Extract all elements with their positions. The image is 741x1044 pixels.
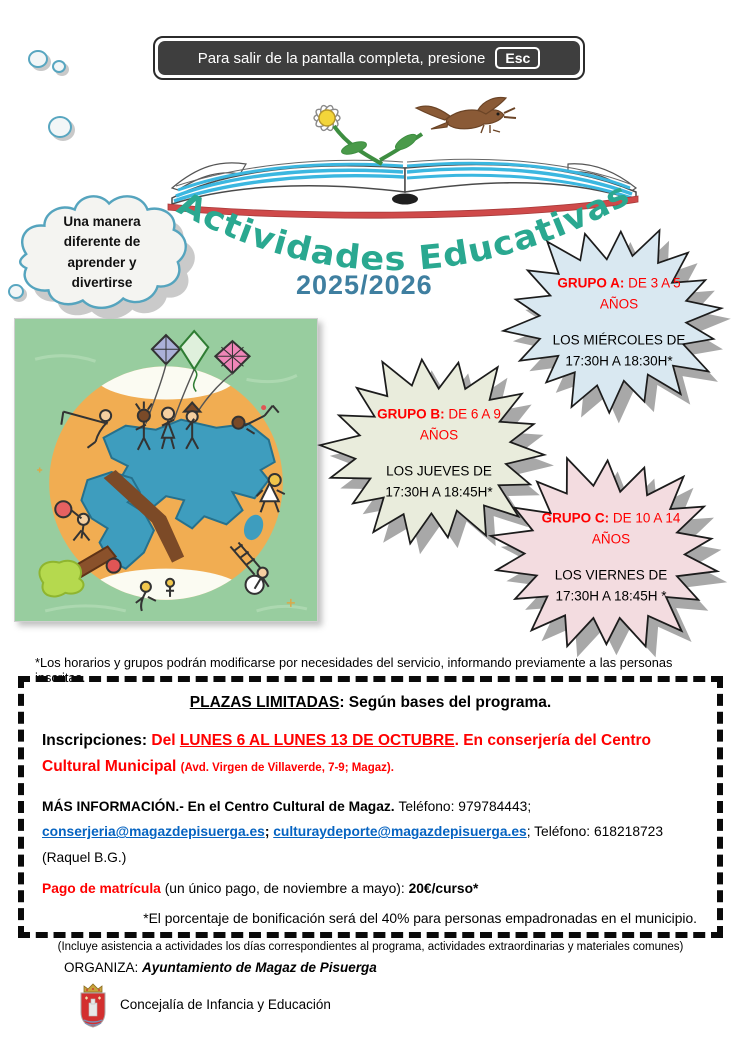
group-b-days: LOS JUEVES DE	[386, 463, 492, 479]
bird-icon	[416, 98, 516, 134]
pago-value: 20€/curso*	[408, 881, 479, 897]
slogan-cloud	[6, 183, 198, 325]
slogan-text: Una manera diferente de aprender y divertirse	[63, 213, 141, 290]
bubble-decoration	[28, 50, 48, 68]
masinfo-tel1: Teléfono: 979784443;	[398, 798, 532, 814]
pago-line	[42, 881, 699, 896]
globe-drawing-icon	[15, 319, 317, 621]
esc-key-icon: Esc	[495, 47, 540, 69]
inscripciones-line	[42, 728, 699, 781]
group-a-days: LOS MIÉRCOLES DE	[552, 332, 686, 348]
bubble-decoration	[48, 116, 72, 138]
masinfo-bold: MÁS INFORMACIÓN.- En el Centro Cultural de Magaz.	[42, 798, 399, 814]
plazas-rest: : Según bases del programa.	[339, 694, 552, 711]
plazas-title: PLAZAS LIMITADAS	[189, 694, 340, 711]
town-coat-of-arms-icon	[78, 982, 108, 1028]
bubble-decoration	[52, 60, 66, 73]
incluye-note: (Incluye asistencia a actividades los días correspondientes al programa, actividades extraordinarias y materiales comunes)	[57, 941, 684, 954]
masinfo-tel2: ; Teléfono: 618218723 (Raquel B.G.)	[42, 824, 664, 865]
masinfo-sep: ;	[264, 824, 274, 840]
inscripciones-pre: Del	[151, 732, 180, 749]
inscripciones-post: . En conserjería del Centro Cultural Municipal	[42, 732, 651, 776]
organiza-line	[64, 960, 377, 975]
email-link-cultura[interactable]: culturaydeporte@magazdepisuerga.es	[273, 824, 527, 840]
bonificacion-note: *El porcentaje de bonificación será del 40% para personas empadronadas en el municipio.	[143, 911, 697, 927]
flower-icon	[314, 104, 422, 164]
season-label: 2025/2026	[296, 270, 433, 300]
inscripciones-address: (Avd. Virgen de Villaverde, 7-9; Magaz).	[180, 762, 394, 775]
organiza-value: Ayuntamiento de Magaz de Pisuerga	[142, 960, 377, 975]
concejalia-label: Concejalía de Infancia y Educación	[120, 997, 331, 1012]
group-a-label: GRUPO A:	[557, 275, 625, 291]
schedule-footnote: *Los horarios y grupos podrán modificarse por necesidades del servicio, informando previamente a las personas inscritas.	[35, 655, 673, 685]
plazas-line	[42, 694, 699, 712]
fullscreen-toast	[153, 36, 585, 80]
arc-title: Actividades Educativas	[171, 174, 636, 273]
organiza-label: ORGANIZA:	[64, 960, 143, 975]
inscripciones-label: Inscripciones:	[42, 732, 152, 749]
tree-icon	[39, 561, 83, 597]
fullscreen-toast-message: Para salir de la pantalla completa, presione	[197, 49, 486, 67]
pago-label: Pago de matrícula	[42, 881, 165, 897]
group-b-label: GRUPO B:	[377, 406, 445, 422]
group-c-hours: 17:30H A 18:45H *	[555, 588, 667, 604]
group-a-ages: DE 3 A 5 AÑOS	[599, 275, 681, 312]
group-c-label: GRUPO C:	[541, 510, 610, 526]
group-c-star	[483, 452, 739, 668]
group-b-hours: 17:30H A 18:45H*	[385, 484, 493, 500]
pago-mid: (un único pago, de noviembre a mayo):	[164, 881, 409, 897]
group-c-ages: DE 10 A 14 AÑOS	[591, 510, 681, 547]
group-a-hours: 17:30H A 18:30H*	[565, 353, 673, 369]
group-b-ages: DE 6 A 9 AÑOS	[419, 406, 501, 443]
email-link-conserjeria[interactable]: conserjeria@magazdepisuerga.es	[42, 824, 265, 840]
mas-informacion-line	[42, 794, 699, 871]
children-world-picture	[14, 318, 318, 622]
info-box	[18, 676, 723, 954]
inscripciones-dates: LUNES 6 AL LUNES 13 DE OCTUBRE	[179, 732, 455, 749]
group-c-days: LOS VIERNES DE	[554, 567, 668, 583]
